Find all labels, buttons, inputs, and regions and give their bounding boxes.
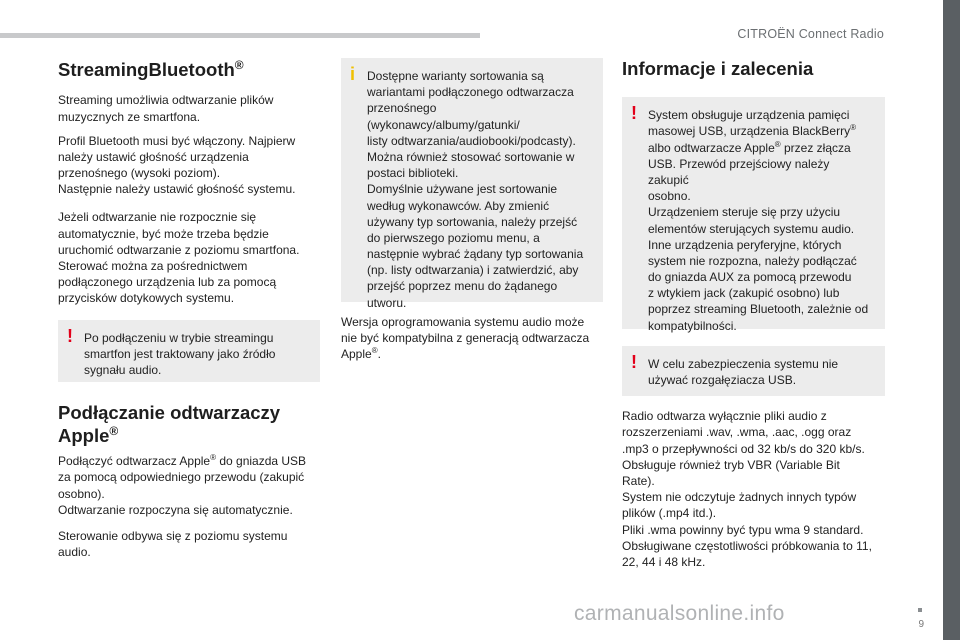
warning-box-usb	[622, 97, 885, 333]
info-box-sorting	[341, 58, 603, 310]
warning-box-hub	[622, 346, 885, 396]
brand-header: CITROËN Connect Radio	[737, 27, 884, 41]
paragraph-streaming-intro: Streaming umożliwia odtwarzanie plików muzycznych ze smartfona.	[58, 93, 274, 124]
paragraph-audio-formats: Radio odtwarza wyłącznie pliki audio z rozszerzeniami .wav, .wma, .aac, .ogg oraz .mp3 o przepływności od 32 kb/s do 320 kb/s. Obsługuje również tryb VBR (Variable Bit Rate). System nie odczytuje żadnych innych typów plików (.mp4 itd.). Pliki .wma powinny być typu wma 9 standard. Obsługiwane częstotliwości próbkowania to 11, 22, 44 i 48 kHz.	[622, 409, 872, 569]
exclamation-icon: !	[67, 325, 73, 346]
paragraph-bluetooth-profile: Profil Bluetooth musi być włączony. Najpierw należy ustawić głośność urządzenia przenośnego (wysoki poziom). Następnie należy ustawić głośność systemu.	[58, 133, 296, 197]
paragraph-autoplay: Jeżeli odtwarzanie nie rozpocznie się automatycznie, być może trzeba będzie uruchomić odtwarzanie z poziomu smartfona. Sterować można za pośrednictwem podłączonego urządzenia lub za pomocą przycisków dotykowych systemu.	[58, 210, 300, 306]
heading-information: Informacje i zalecenia	[622, 58, 814, 79]
warning-box-streaming	[58, 320, 320, 382]
exclamation-icon: !	[631, 103, 637, 124]
watermark: carmanualsonline.info	[574, 602, 785, 625]
page-number: 9	[918, 619, 924, 630]
top-divider-bar	[0, 33, 480, 38]
info-text-sorting: Dostępne warianty sortowania są wariantami podłączonego odtwarzacza przenośnego (wykonawcy/albumy/gatunki/ listy odtwarzania/audiobooki/podcasty). Można również stosować sortowanie w postaci biblioteki. Domyślnie używane jest sortowanie według wykonawców. Aby zmienić używany typ sortowania, należy przejść do pierwszego poziomu menu, a następnie wybrać żądany typ sortowania (np. listy odtwarzania) i zatwierdzić, aby przejść poprzez menu do żądanego utworu.	[367, 69, 584, 310]
heading-apple-players: Podłączanie odtwarzaczy Apple®	[58, 401, 281, 446]
column-left	[58, 58, 320, 560]
column-right	[622, 58, 885, 570]
warning-text-streaming: Po podłączeniu w trybie streamingu smartfon jest traktowany jako źródło sygnału audio.	[84, 330, 276, 377]
footer-dot	[918, 608, 922, 612]
warning-text-usb: System obsługuje urządzenia pamięci masowej USB, urządzenia BlackBerry® albo odtwarzacze Apple® przez złącza USB. Przewód przejściowy należy zakupić osobno. Urządzeniem steruje się przy użyciu elementów sterujących systemu audio. Inne urządzenia peryferyjne, których system nie rozpozna, należy podłączać do gniazda AUX za pomocą przewodu z wtykiem jack (zakupić osobno) lub poprzez streaming Bluetooth, zależnie od kompatybilności.	[648, 108, 869, 333]
column-middle	[341, 58, 603, 363]
page-side-tab	[943, 0, 960, 640]
warning-text-hub: W celu zabezpieczenia systemu nie używać rozgałęziacza USB.	[648, 357, 839, 388]
exclamation-icon: !	[631, 352, 637, 373]
paragraph-apple-control: Sterowanie odbywa się z poziomu systemu audio.	[58, 528, 288, 560]
paragraph-apple-connect: Podłączyć odtwarzacz Apple® do gniazda USB za pomocą odpowiedniego przewodu (zakupić osobno). Odtwarzanie rozpoczyna się automatycznie.	[58, 453, 307, 517]
info-bar-icon: i	[350, 64, 356, 84]
paragraph-software-version: Wersja oprogramowania systemu audio może nie być kompatybilna z generacją odtwarzacza Apple®.	[341, 315, 590, 362]
heading-streaming-bluetooth: StreamingBluetooth®	[58, 58, 244, 81]
